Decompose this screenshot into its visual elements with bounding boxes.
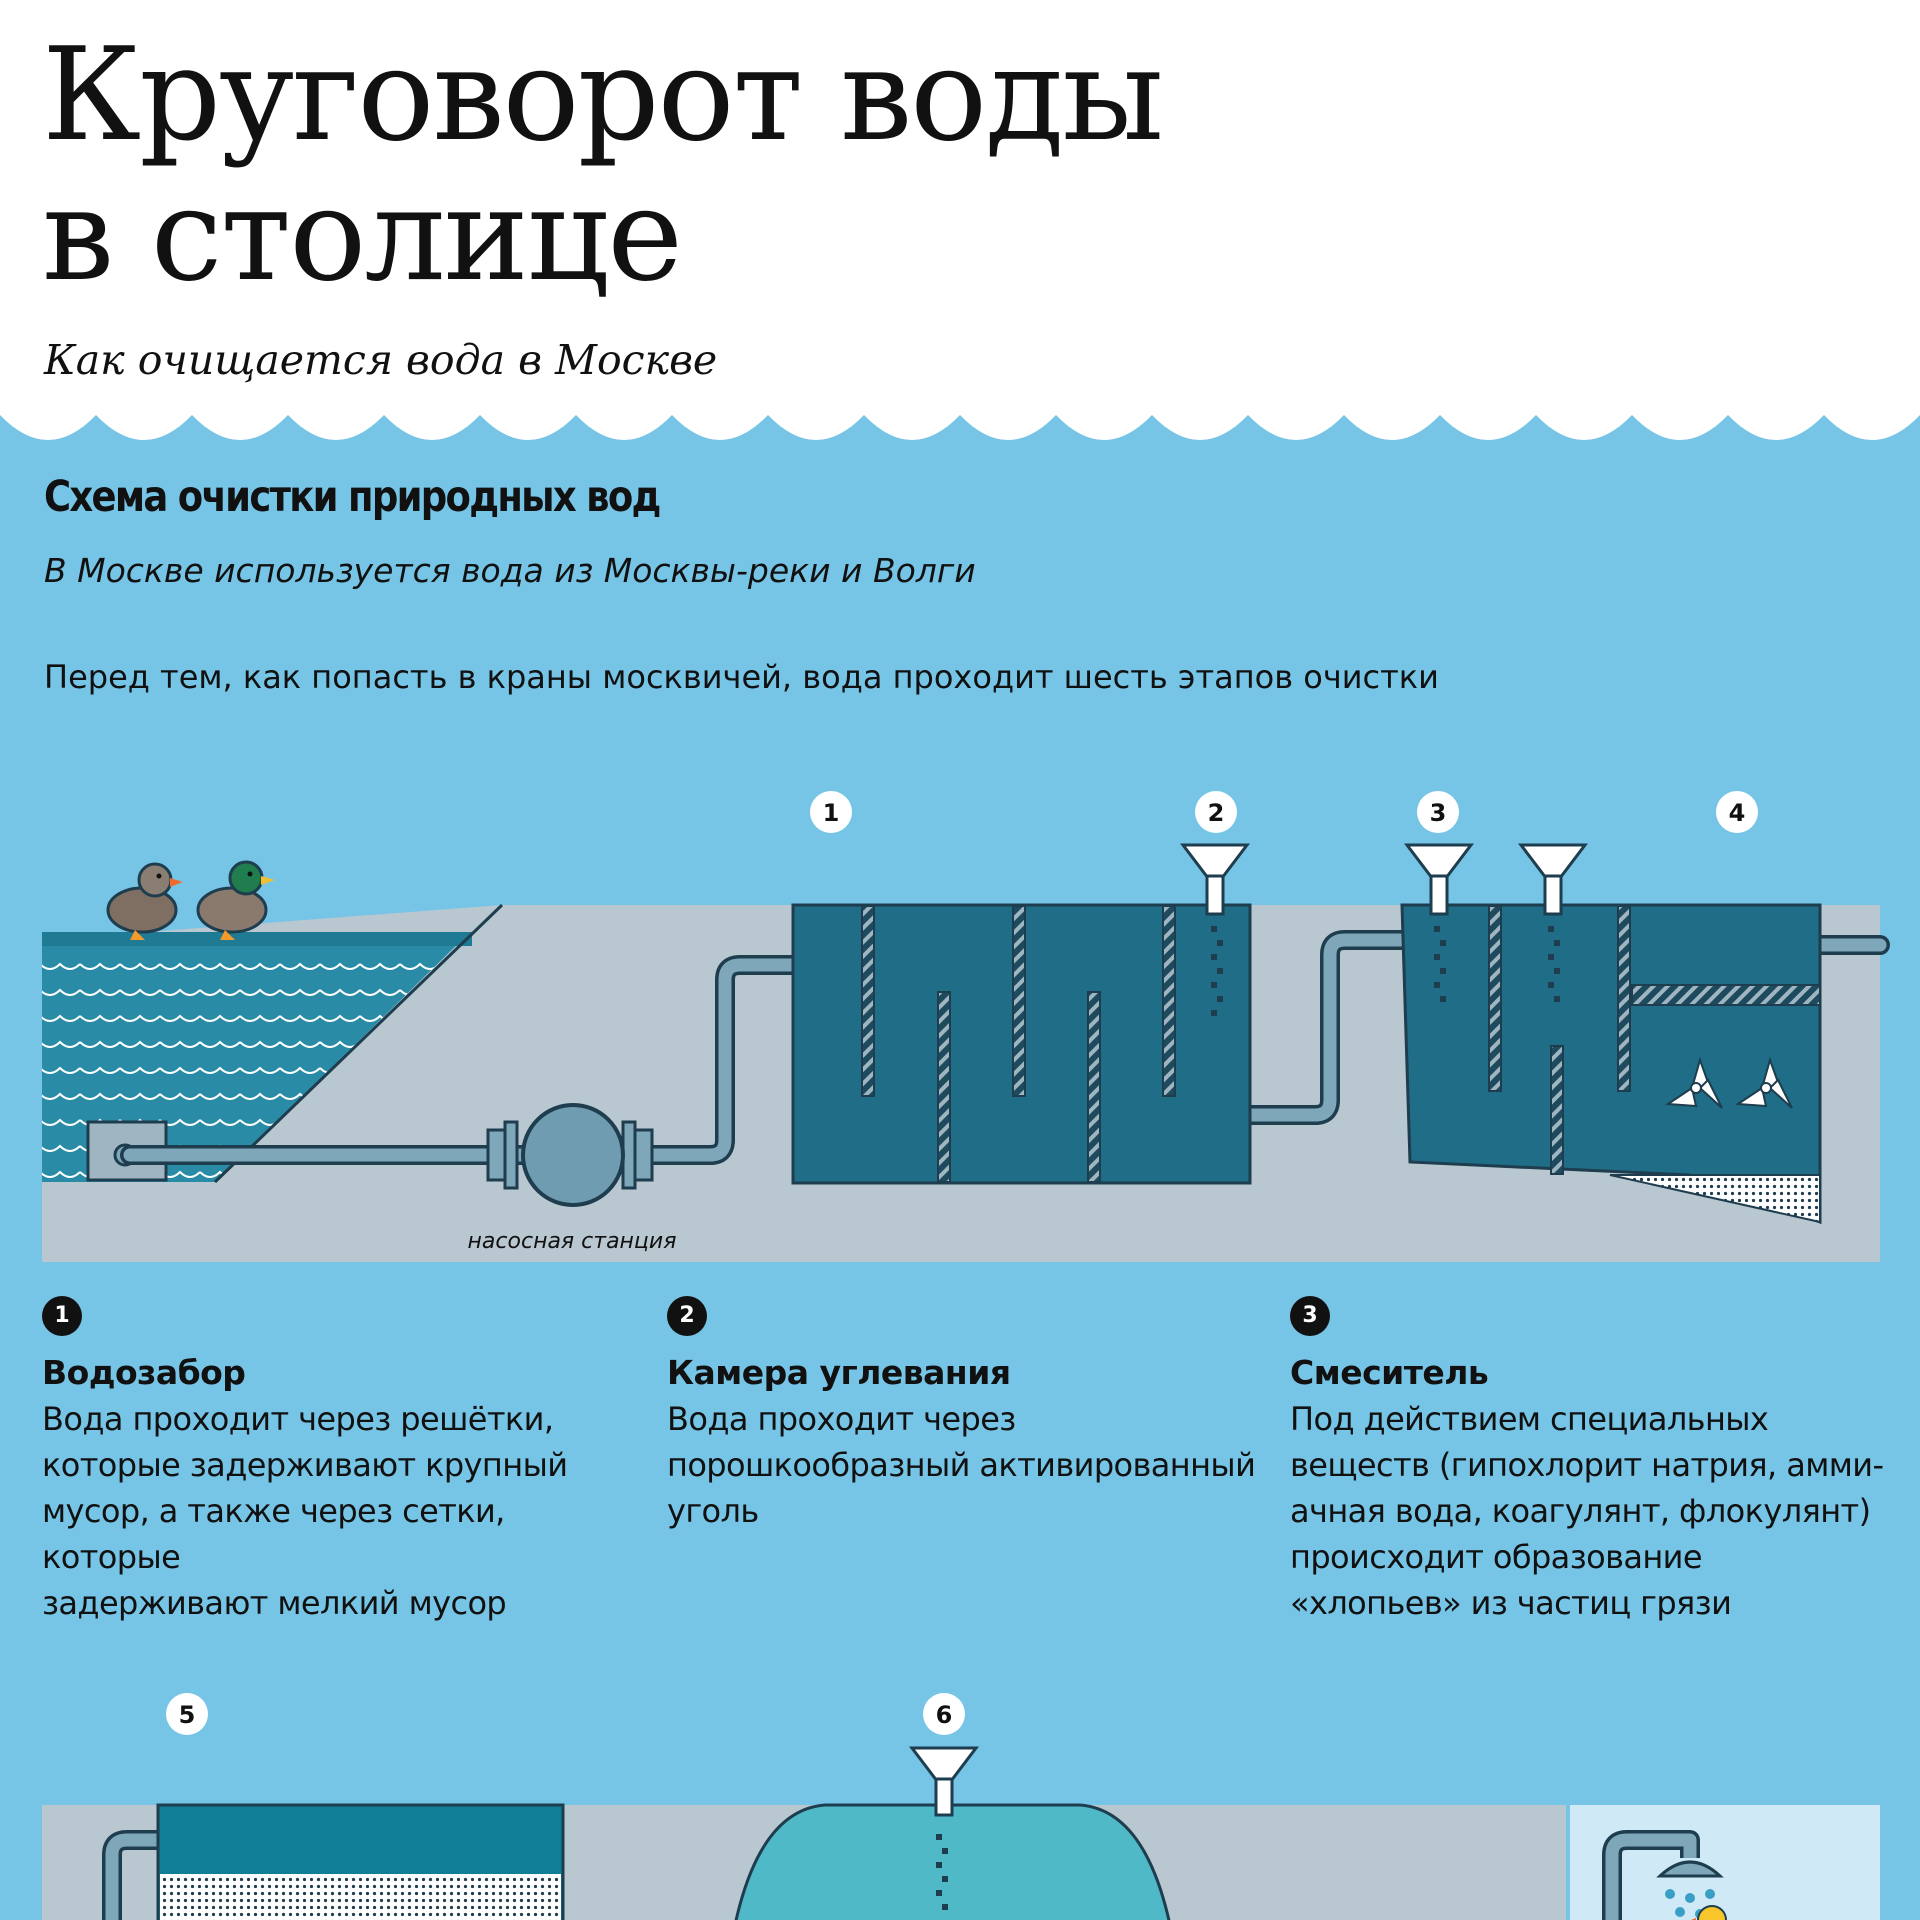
duck-icon <box>108 864 183 940</box>
step-marker-label: 3 <box>1429 799 1447 827</box>
step-1-number: 1 <box>42 1296 82 1336</box>
step-3-title: Смеситель <box>1290 1353 1489 1392</box>
page-subtitle: Как очищается вода в Москве <box>44 336 718 384</box>
pump-station-label: насосная станция <box>467 1229 677 1254</box>
step-2-number: 2 <box>667 1296 707 1336</box>
step-2 <box>667 1296 1267 1534</box>
step-3-number: 3 <box>1290 1296 1330 1336</box>
step-1 <box>42 1296 642 1626</box>
title-line-1: Круговорот воды <box>42 21 1162 170</box>
step-2-description: Вода проходит через порошкообразный активированный уголь <box>667 1400 1256 1530</box>
section-title: Схема очистки природных вод <box>44 472 660 522</box>
river-surface <box>42 932 472 946</box>
treatment-diagram-lower <box>0 1680 1920 1920</box>
step-marker <box>810 791 852 833</box>
step-marker <box>923 1693 965 1735</box>
step-marker <box>166 1693 208 1735</box>
step-marker <box>1195 791 1237 833</box>
step-3-description: Под действием специальных веществ (гипохлорит натрия, амми- ачная вода, коагулянт, флокулянт) происходит образование «хлопьев» из частиц грязи <box>1290 1400 1884 1622</box>
chlorination-tank <box>735 1805 1170 1920</box>
treatment-diagram <box>0 770 1920 1290</box>
intro-text: Перед тем, как попасть в краны москвичей, вода проходит шесть этапов очистки <box>44 658 1439 696</box>
step-2-title: Камера углевания <box>667 1353 1011 1392</box>
header <box>0 0 1920 400</box>
wave-path <box>0 395 1920 440</box>
step-marker-label: 6 <box>935 1701 953 1729</box>
step-1-title: Водозабор <box>42 1353 246 1392</box>
wave-border <box>0 395 1920 445</box>
step-marker-label: 4 <box>1728 799 1746 827</box>
step-marker <box>1417 791 1459 833</box>
step-1-description: Вода проходит через решётки, которые задерживают крупный мусор, а также через сетки, которые задерживают мелкий мусор <box>42 1400 568 1622</box>
step-3 <box>1290 1296 1890 1626</box>
step-marker <box>1716 791 1758 833</box>
step-marker-label: 5 <box>178 1701 196 1729</box>
section-subtitle: В Москве используется вода из Москвы-реки и Волги <box>44 551 976 590</box>
filter-sand <box>160 1874 561 1920</box>
page-title <box>42 21 1162 310</box>
step-marker-label: 1 <box>822 799 840 827</box>
step-marker-label: 2 <box>1207 799 1225 827</box>
title-line-2: в столице <box>42 161 681 310</box>
